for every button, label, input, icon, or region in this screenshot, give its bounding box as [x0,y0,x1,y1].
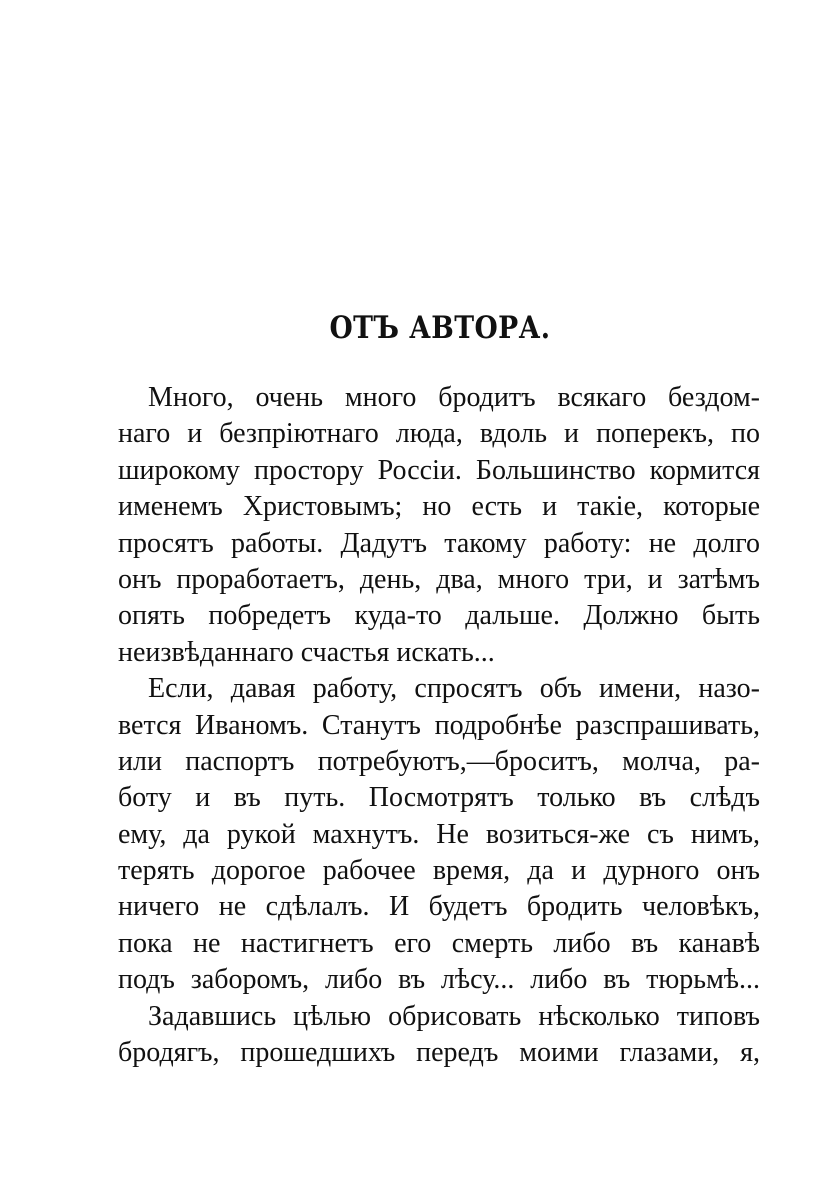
text-line: Задавшись цѣлью обрисовать нѣсколько типовъ [148,1000,760,1032]
text-line: онъ проработаетъ, день, два, много три, и затѣмъ [118,563,760,595]
text-line: просятъ работы. Дадутъ такому работу: не долго [118,527,760,559]
text-line: ничего не сдѣлалъ. И будетъ бродить человѣкъ, [118,891,760,923]
text-line: ему, да рукой махнутъ. Не возиться-же съ нимъ, [118,818,760,850]
text-line: неизвѣданнаго счастья искать... [118,636,495,668]
text-line: боту и въ путь. Посмотрятъ только въ слѣдъ [118,782,760,814]
text-line: вется Иваномъ. Станутъ подробнѣе разспрашивать, [118,709,760,741]
text-line: Если, давая работу, спросятъ объ имени, назо- [148,673,760,705]
chapter-title: ОТЪ АВТОРА. [329,310,551,346]
text-line: именемъ Христовымъ; но есть и такіе, которые [118,491,760,523]
text-line: опять побредетъ куда-то дальше. Должно быть [118,600,760,632]
body-text [118,380,760,1071]
text-line: наго и безпріютнаго люда, вдоль и поперекъ, по [118,418,760,450]
text-line: пока не настигнетъ его смерть либо въ канавѣ [118,927,760,959]
text-line: бродягъ, прошедшихъ передъ моими глазами, я, [118,1037,760,1069]
text-line: терять дорогое рабочее время, да и дурного онъ [118,855,760,887]
text-line: подъ заборомъ, либо въ лѣсу... либо въ тюрьмѣ... [118,964,760,996]
text-line: широкому простору Россіи. Большинство кормится [118,454,760,486]
text-line: или паспортъ потребуютъ,—броситъ, молча, ра- [118,745,760,777]
text-line: Много, очень много бродитъ всякаго бездом- [148,382,760,413]
